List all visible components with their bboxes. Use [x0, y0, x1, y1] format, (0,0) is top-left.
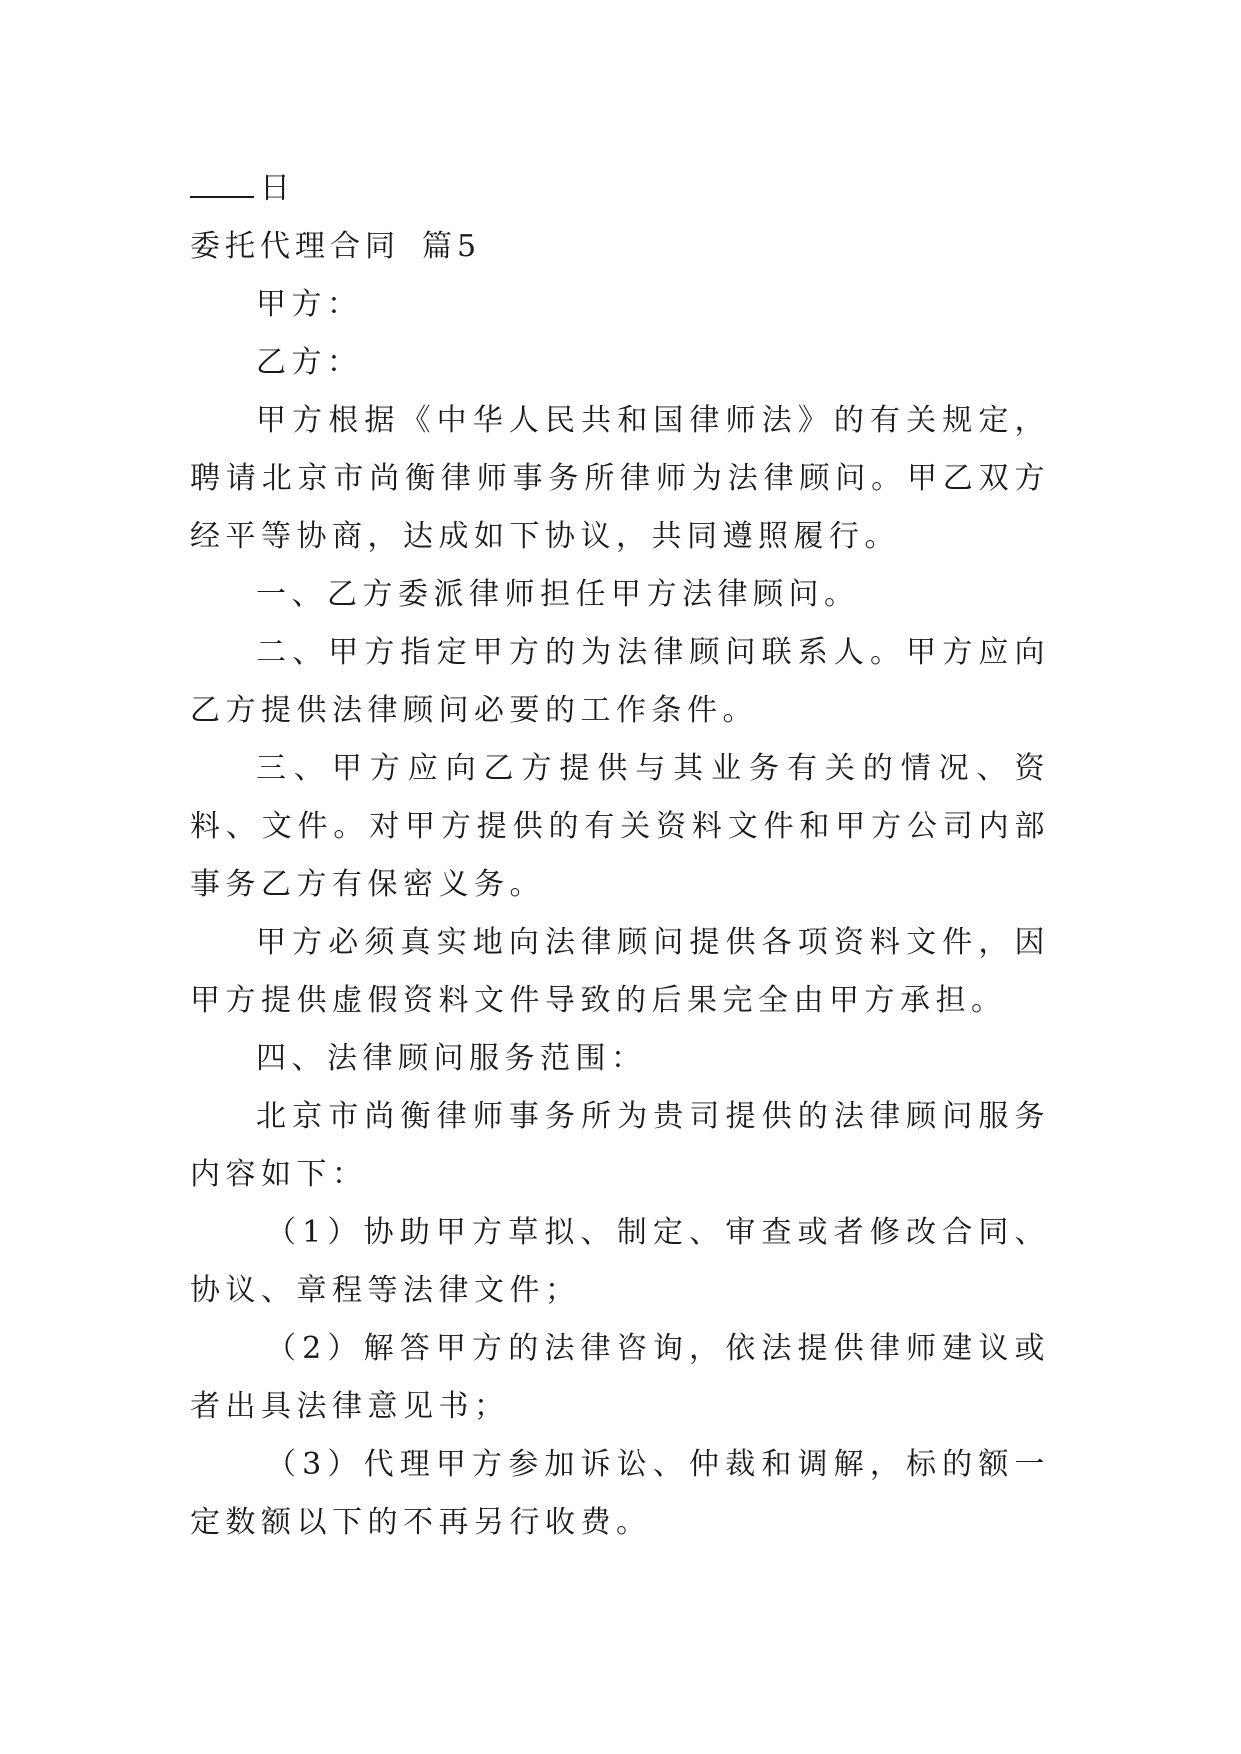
clause-3: 三、甲方应向乙方提供与其业务有关的情况、资料、文件。对甲方提供的有关资料文件和甲方公司内部事务乙方有保密义务。 [190, 751, 1050, 902]
section-title [190, 218, 1050, 276]
service-item-1: （1）协助甲方草拟、制定、审查或者修改合同、协议、章程等法律文件； [190, 1215, 1050, 1308]
service-item-2: （2）解答甲方的法律咨询，依法提供律师建议或者出具法律意见书； [190, 1331, 1050, 1424]
preamble-paragraph: 甲方根据《中华人民共和国律师法》的有关规定，聘请北京市尚衡律师事务所律师为法律顾问。甲乙双方经平等协商，达成如下协议，共同遵照履行。 [190, 403, 1050, 554]
party-b-line: 乙方： [256, 345, 363, 380]
date-suffix: 日 [260, 171, 295, 206]
party-a-line: 甲方： [256, 287, 363, 322]
document-body [190, 160, 1050, 1552]
clause-2: 二、甲方指定甲方的为法律顾问联系人。甲方应向乙方提供法律顾问必要的工作条件。 [190, 635, 1050, 728]
service-item-3: （3）代理甲方参加诉讼、仲裁和调解，标的额一定数额以下的不再另行收费。 [190, 1447, 1050, 1540]
clause-4-heading: 四、法律顾问服务范围： [256, 1041, 647, 1076]
clause-4-intro: 北京市尚衡律师事务所为贵司提供的法律顾问服务内容如下： [190, 1099, 1050, 1192]
clause-3-supplement: 甲方必须真实地向法律顾问提供各项资料文件，因甲方提供虚假资料文件导致的后果完全由甲方承担。 [190, 925, 1050, 1018]
clause-1: 一、乙方委派律师担任甲方法律顾问。 [256, 577, 860, 612]
date-blank [190, 194, 254, 198]
section-title-main: 委托代理合同 [190, 229, 400, 264]
date-line [190, 160, 1050, 218]
section-title-part: 篇5 [422, 229, 482, 264]
